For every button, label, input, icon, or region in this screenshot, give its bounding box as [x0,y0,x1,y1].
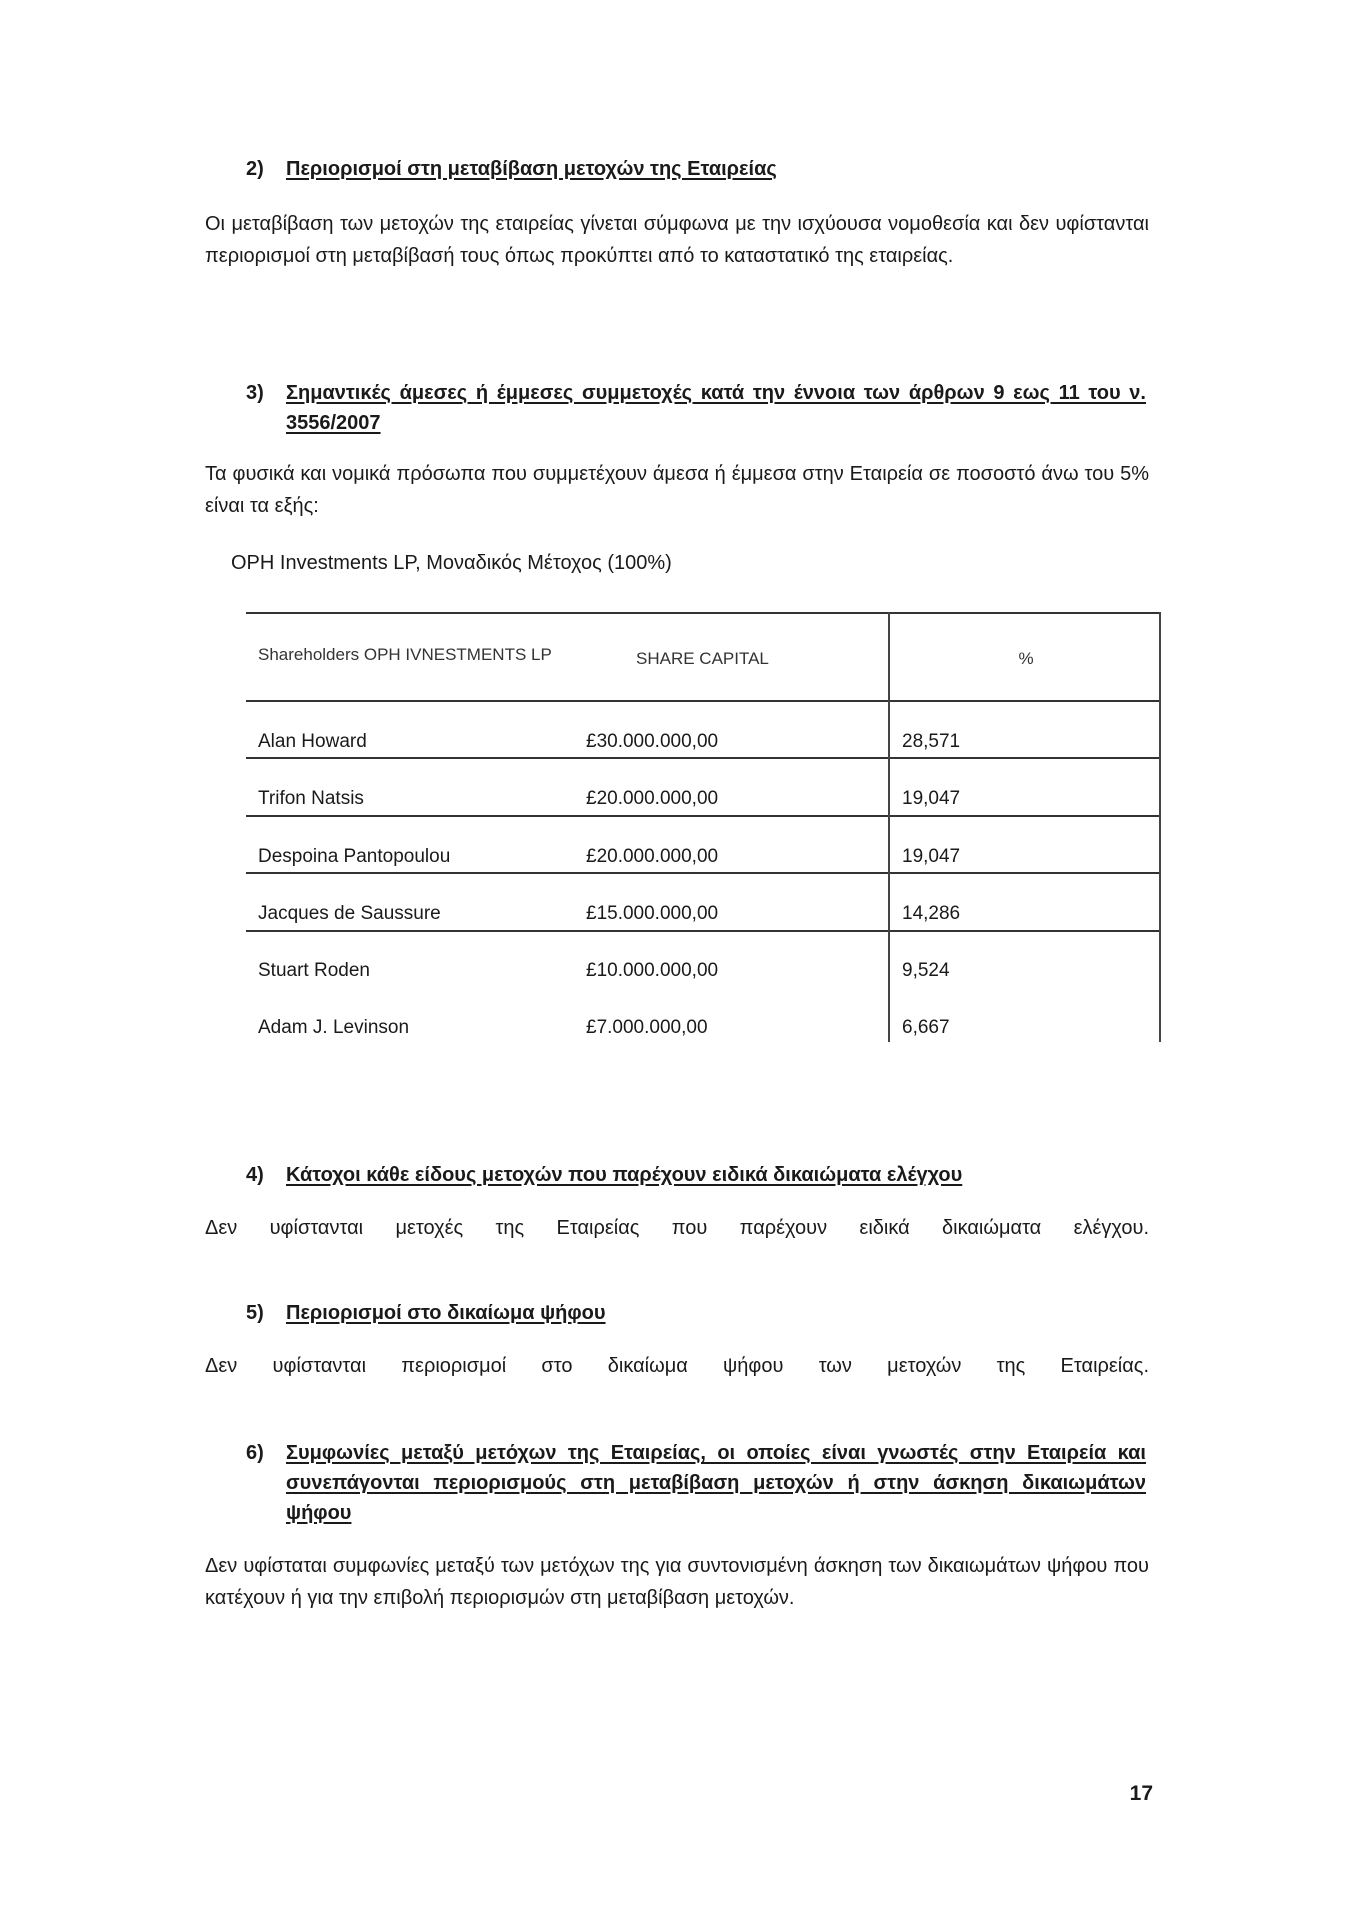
section-title: Σημαντικές άμεσες ή έμμεσες συμμετοχές κατά την έννοια των άρθρων 9 εως 11 του ν. 3556/2007 [286,382,1146,434]
table-border-right [1159,612,1161,1042]
table-row-name: Adam J. Levinson [258,1017,410,1038]
table-row-name: Trifon Natsis [258,788,364,809]
table-row-divider [246,872,1161,874]
table-row-capital: £7.000.000,00 [586,1017,708,1038]
table-row-percent: 9,524 [902,960,950,981]
section-6-heading [246,1438,1146,1528]
section-number: 3) [246,382,264,404]
section-number: 4) [246,1164,264,1186]
table-header-shareholders: Shareholders OPH IVNESTMENTS LP [258,645,552,664]
table-border-top [246,612,1161,614]
table-header-share-capital: SHARE CAPITAL [636,649,769,668]
section-number: 6) [246,1442,264,1464]
page-number: 17 [1129,1782,1153,1805]
section-number: 2) [246,158,264,180]
table-row-name: Alan Howard [258,731,367,752]
section-5-text: Δεν υφίστανται περιορισμοί στο δικαίωμα ψήφου των μετοχών της Εταιρείας. [205,1355,1149,1377]
table-row-capital: £15.000.000,00 [586,903,719,924]
section-3-heading [246,378,1146,438]
table-row-name: Stuart Roden [258,960,370,981]
section-3-text: Τα φυσικά και νομικά πρόσωπα που συμμετέχουν άμεσα ή έμμεσα στην Εταιρεία σε ποσοστό άνω του 5% είναι τα εξής: [205,463,1149,517]
table-row-divider [246,700,1161,702]
section-number: 5) [246,1302,264,1324]
section-2-heading [246,154,1146,184]
table-row-percent: 19,047 [902,846,961,867]
table-row-capital: £30.000.000,00 [586,731,719,752]
table-row-name: Jacques de Saussure [258,903,441,924]
table-row-capital: £20.000.000,00 [586,846,719,867]
table-row-percent: 19,047 [902,788,961,809]
table-row-capital: £20.000.000,00 [586,788,719,809]
section-4-text: Δεν υφίστανται μετοχές της Εταιρείας που παρέχουν ειδικά δικαιώματα ελέγχου. [205,1217,1149,1239]
table-column-divider [888,612,890,1042]
table-header-percent: % [1018,649,1034,668]
section-4-heading [246,1160,1146,1190]
table-row-percent: 14,286 [902,903,961,924]
section-title: Συμφωνίες μεταξύ μετόχων της Εταιρείας, οι οποίες είναι γνωστές στην Εταιρεία και συνεπάγονται περιορισμούς στη μεταβίβαση μετοχών ή στην άσκηση δικαιωμάτων ψήφου [286,1442,1146,1524]
table-row-divider [246,757,1161,759]
section-title: Περιορισμοί στη μεταβίβαση μετοχών της Εταιρείας [286,158,777,180]
table-row-percent: 6,667 [902,1017,950,1038]
section-2-text: Οι μεταβίβαση των μετοχών της εταιρείας γίνεται σύμφωνα με την ισχύουσα νομοθεσία και δεν υφίστανται περιορισμοί στη μεταβίβασή τους όπως προκύπτει από το καταστατικό της εταιρείας. [205,213,1149,267]
table-row-divider [246,815,1161,817]
table-row-capital: £10.000.000,00 [586,960,719,981]
table-row-name: Despoina Pantopoulou [258,846,451,867]
table-row-percent: 28,571 [902,731,961,752]
section-title: Περιορισμοί στο δικαίωμα ψήφου [286,1302,606,1324]
section-6-text: Δεν υφίσταται συμφωνίες μεταξύ των μετόχων της για συντονισμένη άσκηση των δικαιωμάτων ψήφου που κατέχουν ή για την επιβολή περιορισμών στη μεταβίβαση μετοχών. [205,1555,1149,1609]
section-title: Κάτοχοι κάθε είδους μετοχών που παρέχουν ειδικά δικαιώματα ελέγχου [286,1164,963,1186]
shareholders-table [246,612,1161,1042]
table-row-divider [246,930,1161,932]
sole-shareholder-note: OPH Investments LP, Μοναδικός Μέτοχος (100%) [231,552,672,574]
section-5-heading [246,1298,1146,1328]
